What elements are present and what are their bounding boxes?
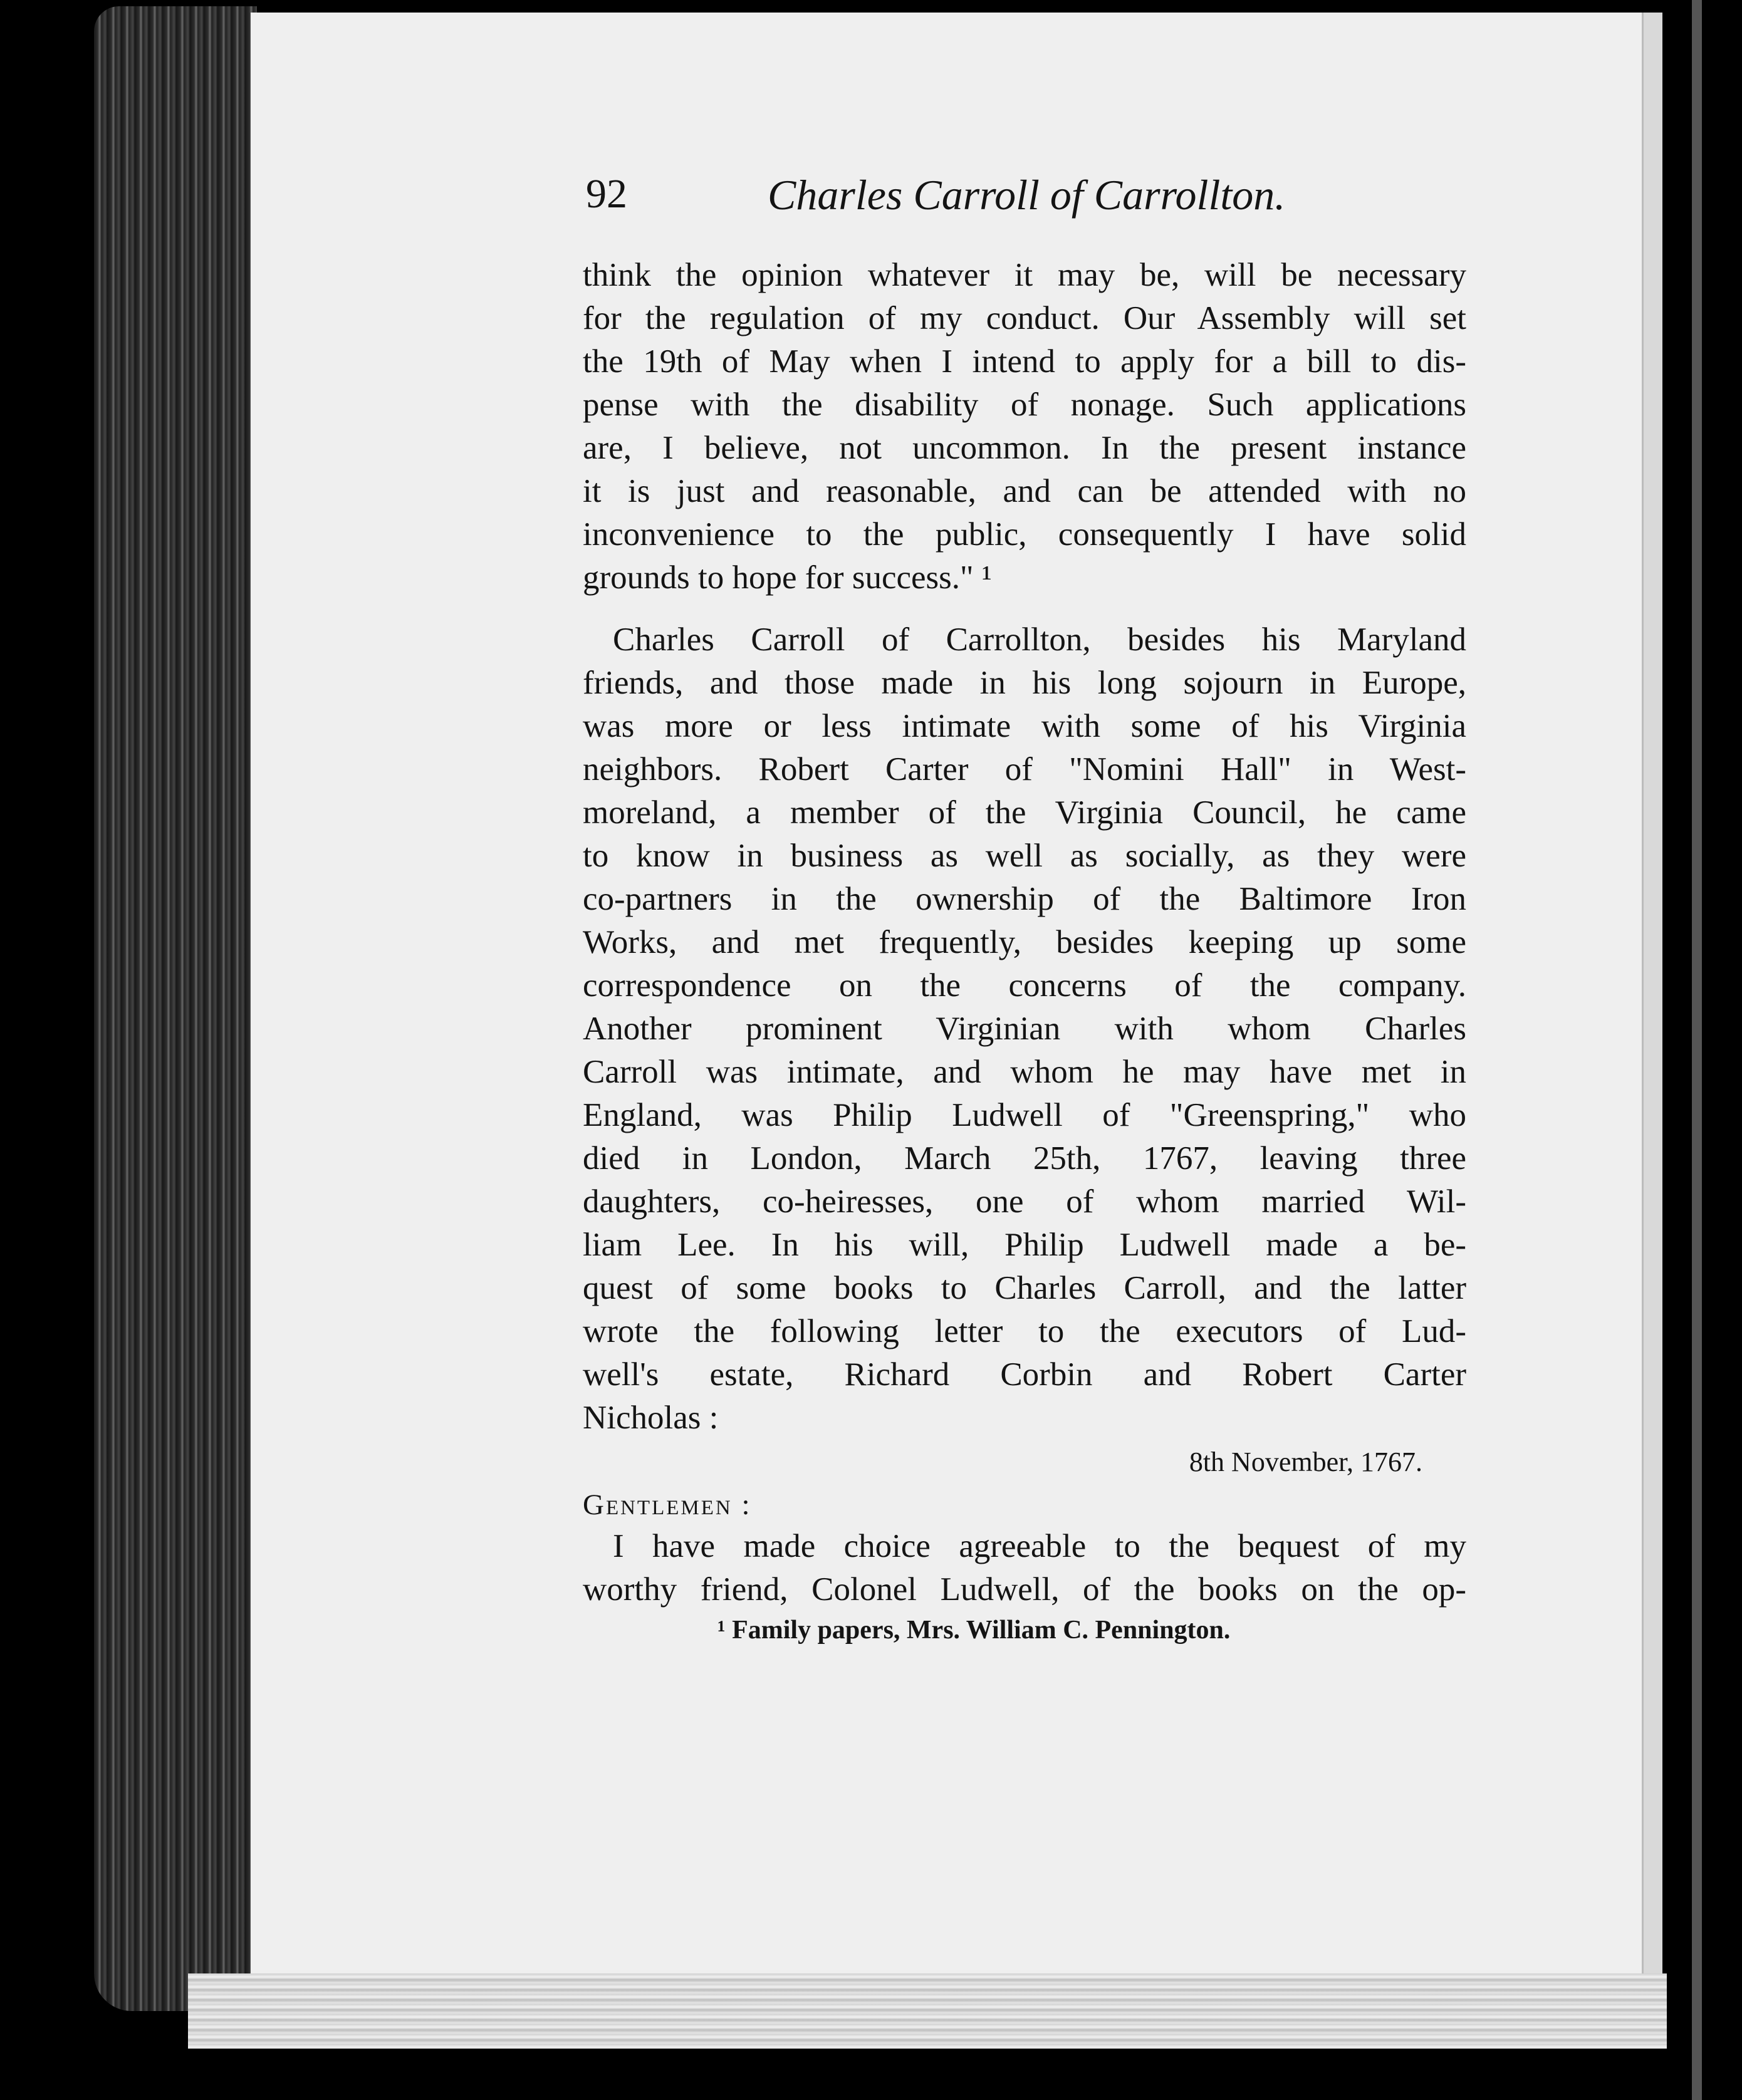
text-line: it is just and reasonable, and can be attended with no [583, 473, 1466, 509]
running-head [586, 164, 1300, 227]
text-line: co-partners in the ownership of the Baltimore Iron [583, 881, 1466, 917]
text-line: moreland, a member of the Virginia Council, he came [583, 794, 1466, 831]
letter-salutation: Gentlemen : [583, 1489, 752, 1521]
adjacent-page-strip [1692, 0, 1702, 2100]
book-page-edges [94, 6, 257, 2011]
text-line: Nicholas : [583, 1400, 719, 1436]
text-line: the 19th of May when I intend to apply for a bill to dis- [583, 343, 1466, 380]
text-line: Carroll was intimate, and whom he may have met in [583, 1054, 1466, 1090]
text-line: correspondence on the concerns of the company. [583, 967, 1466, 1004]
text-line: to know in business as well as socially, as they were [583, 838, 1466, 874]
text-line: think the opinion whatever it may be, will be necessary [583, 257, 1466, 293]
text-line: Works, and met frequently, besides keeping up some [583, 924, 1466, 960]
text-line: are, I believe, not uncommon. In the present instance [583, 430, 1466, 466]
text-line: pense with the disability of nonage. Such applications [583, 387, 1466, 423]
text-line: worthy friend, Colonel Ludwell, of the books on the op- [583, 1571, 1466, 1608]
text-line: wrote the following letter to the executors of Lud- [583, 1313, 1466, 1349]
paragraph-gap [583, 600, 1466, 618]
text-line: Charles Carroll of Carrollton, besides his Maryland [613, 621, 1466, 658]
book-bottom-edge [188, 1973, 1704, 2049]
text-line: inconvenience to the public, consequently I have solid [583, 516, 1466, 553]
footnote: ¹ Family papers, Mrs. William C. Pennington. [717, 1616, 1231, 1645]
text-line: grounds to hope for success." ¹ [583, 559, 992, 596]
text-line: I have made choice agreeable to the bequest of my [613, 1528, 1466, 1564]
text-line: well's estate, Richard Corbin and Robert Carter [583, 1356, 1466, 1393]
text-line: England, was Philip Ludwell of "Greenspring," who [583, 1097, 1466, 1133]
text-line: liam Lee. In his will, Philip Ludwell made a be- [583, 1227, 1466, 1263]
text-line: died in London, March 25th, 1767, leaving three [583, 1140, 1466, 1177]
text-line: neighbors. Robert Carter of "Nomini Hall" in West- [583, 751, 1466, 788]
page-number: 92 [586, 171, 627, 217]
running-title: Charles Carroll of Carrollton. [768, 171, 1286, 219]
text-line: for the regulation of my conduct. Our Assembly will set [583, 300, 1466, 336]
body-text [583, 254, 1466, 1649]
text-line: friends, and those made in his long sojourn in Europe, [583, 665, 1466, 701]
letter-date: 8th November, 1767. [1189, 1447, 1422, 1477]
text-line: was more or less intimate with some of his Virginia [583, 708, 1466, 744]
text-line: daughters, co-heiresses, one of whom married Wil- [583, 1183, 1466, 1220]
scan-border [1667, 0, 1742, 2100]
text-line: quest of some books to Charles Carroll, and the latter [583, 1270, 1466, 1306]
page-right-edge [1642, 13, 1662, 2042]
text-line: Another prominent Virginian with whom Charles [583, 1011, 1466, 1047]
